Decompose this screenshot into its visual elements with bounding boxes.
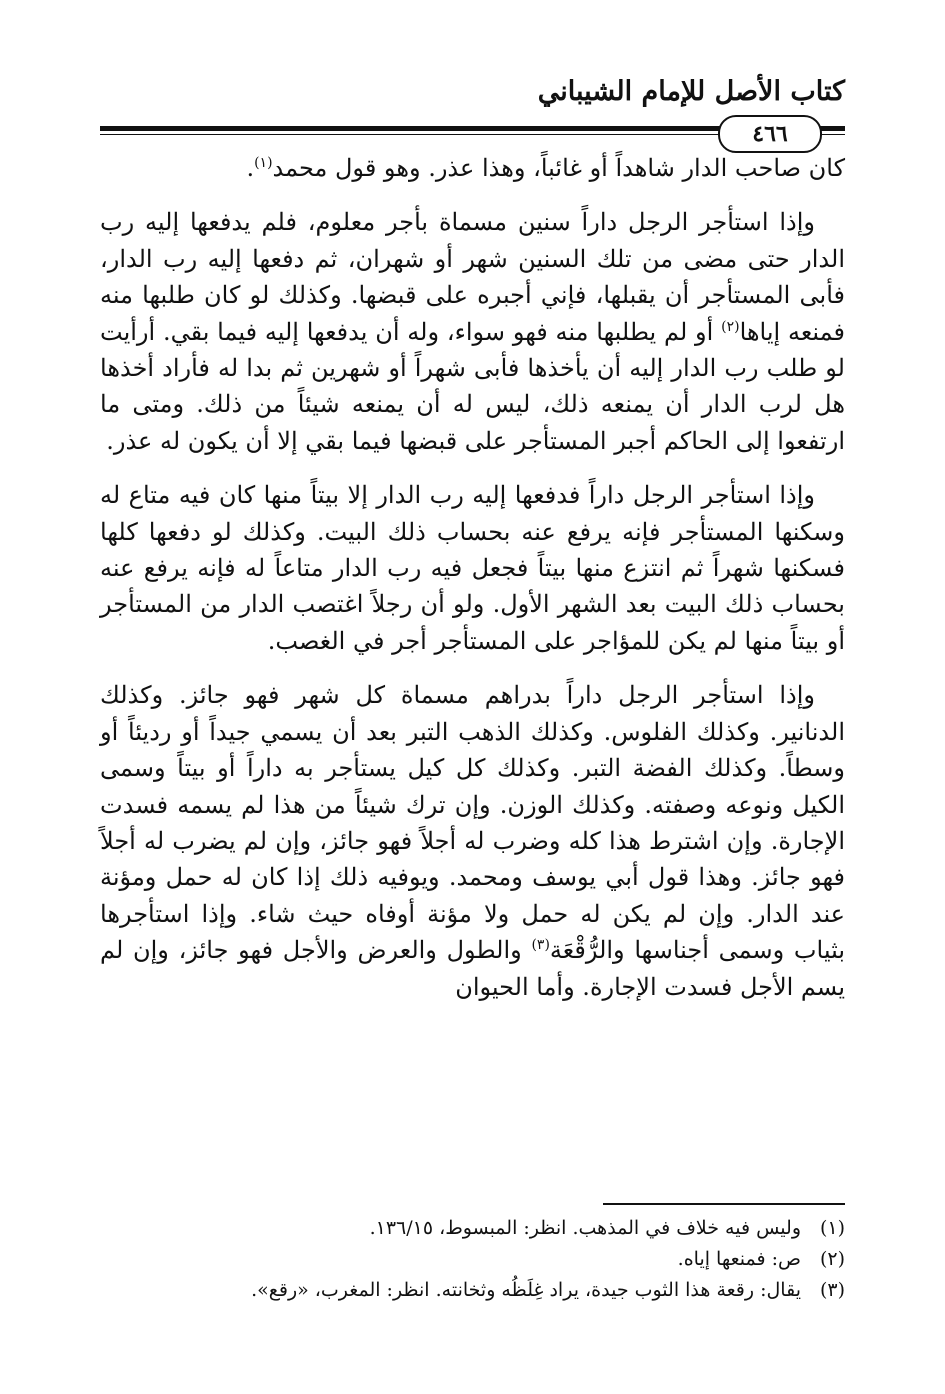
footnote-ref-1: (١) (254, 155, 273, 171)
paragraph-text: والطول والعرض والأجل فهو جائز، وإن لم يسم الأجل فسدت الإجارة. وأما الحيوان (100, 936, 845, 1001)
main-text (100, 150, 845, 1023)
paragraph-text: وإذا استأجر الرجل داراً بدراهم مسماة كل شهر فهو جائز. وكذلك الدنانير. وكذلك الفلوس. وكذلك الذهب التبر بعد أن يسمي جيداً أو رديئاً أو وسطاً. وكذلك الفضة التبر. وكذلك كل كيل يستأجر به داراً أو بيتاً وسمى الكيل ونوعه وصفته. وكذلك الوزن. وإن ترك شيئاً من هذا لم يسمه فسدت الإجارة. وإن اشترط هذا كله وضرب له أجلاً فهو جائز، وإن لم يضرب له أجلاً فهو جائز. وهذا قول أبي يوسف ومحمد. ويوفيه ذلك إذا كان له حمل ومؤنة عند الدار. وإن لم يكن له حمل ولا مؤنة أوفاه حيث شاء. وإذا استأجرها بثياب وسمى أجناسها والرُّقْعَة (100, 681, 845, 965)
footnote-1 (100, 1213, 845, 1244)
paragraph-text: . (246, 154, 255, 182)
footnote-separator (603, 1203, 845, 1205)
footnotes (100, 1213, 845, 1306)
footnote-text: وليس فيه خلاف في المذهب. انظر: المبسوط، ١٣٦/١٥. (369, 1217, 801, 1239)
paragraph-text: أو لم يطلبها منه فهو سواء، وله أن يدفعها إليه فيما بقي. أرأيت لو طلب رب الدار إليه أن يأخذها فأبى شهراً أو شهرين ثم بدا له فأراد أخذها هل لرب الدار أن يمنعه ذلك، ليس له أن يمنعه شيئاً من ذلك. ومتى ما ارتفعوا إلى الحاكم أجبر المستأجر على قبضها فيما بقي إلا أن يكون له عذر. (100, 317, 845, 455)
footnote-3 (100, 1275, 845, 1306)
footnote-2 (100, 1244, 845, 1275)
footnote-number: (٢) (819, 1248, 845, 1270)
footnote-number: (٣) (819, 1279, 845, 1301)
paragraph-2 (100, 204, 845, 459)
page-number: ٤٦٦ (718, 115, 822, 153)
running-title: كتاب الأصل للإمام الشيباني (537, 76, 845, 107)
paragraph-text: وإذا استأجر الرجل داراً سنين مسماة بأجر معلوم، فلم يدفعها إليه رب الدار حتى مضى من تلك السنين شهر أو شهران، ثم دفعها إليه رب الدار، فأبى المستأجر أن يقبلها، فإني أجبره على قبضها. وكذلك لو كان طلبها منه فمنعه إياها (100, 208, 846, 346)
paragraph-text: كان صاحب الدار شاهداً أو غائباً، وهذا عذر. وهو قول محمد (272, 154, 845, 182)
footnote-ref-3: (٣) (531, 937, 550, 954)
footnote-number: (١) (819, 1217, 845, 1239)
paragraph-text: وإذا استأجر الرجل داراً فدفعها إليه رب الدار إلا بيتاً منها كان فيه متاع له وسكنها المستأجر فإنه يرفع عنه بحساب ذلك البيت. وكذلك لو دفعها كلها فسكنها شهراً ثم انتزع منها بيتاً فجعل فيه رب الدار متاعاً له فإنه يرفع عنه بحساب ذلك البيت بعد الشهر الأول. ولو أن رجلاً اغتصب الدار من المستأجر أو بيتاً منها لم يكن للمؤاجر على المستأجر أجر في الغصب. (100, 481, 845, 655)
paragraph-3 (100, 477, 845, 659)
footnote-text: ص: فمنعها إياه. (677, 1248, 801, 1270)
paragraph-4 (100, 677, 845, 1005)
paragraph-1 (100, 150, 845, 186)
footnote-text: يقال: رقعة هذا الثوب جيدة، يراد غِلَظُه وثخانته. انظر: المغرب، «رقع». (251, 1279, 801, 1301)
footnote-ref-2: (٢) (721, 318, 740, 335)
